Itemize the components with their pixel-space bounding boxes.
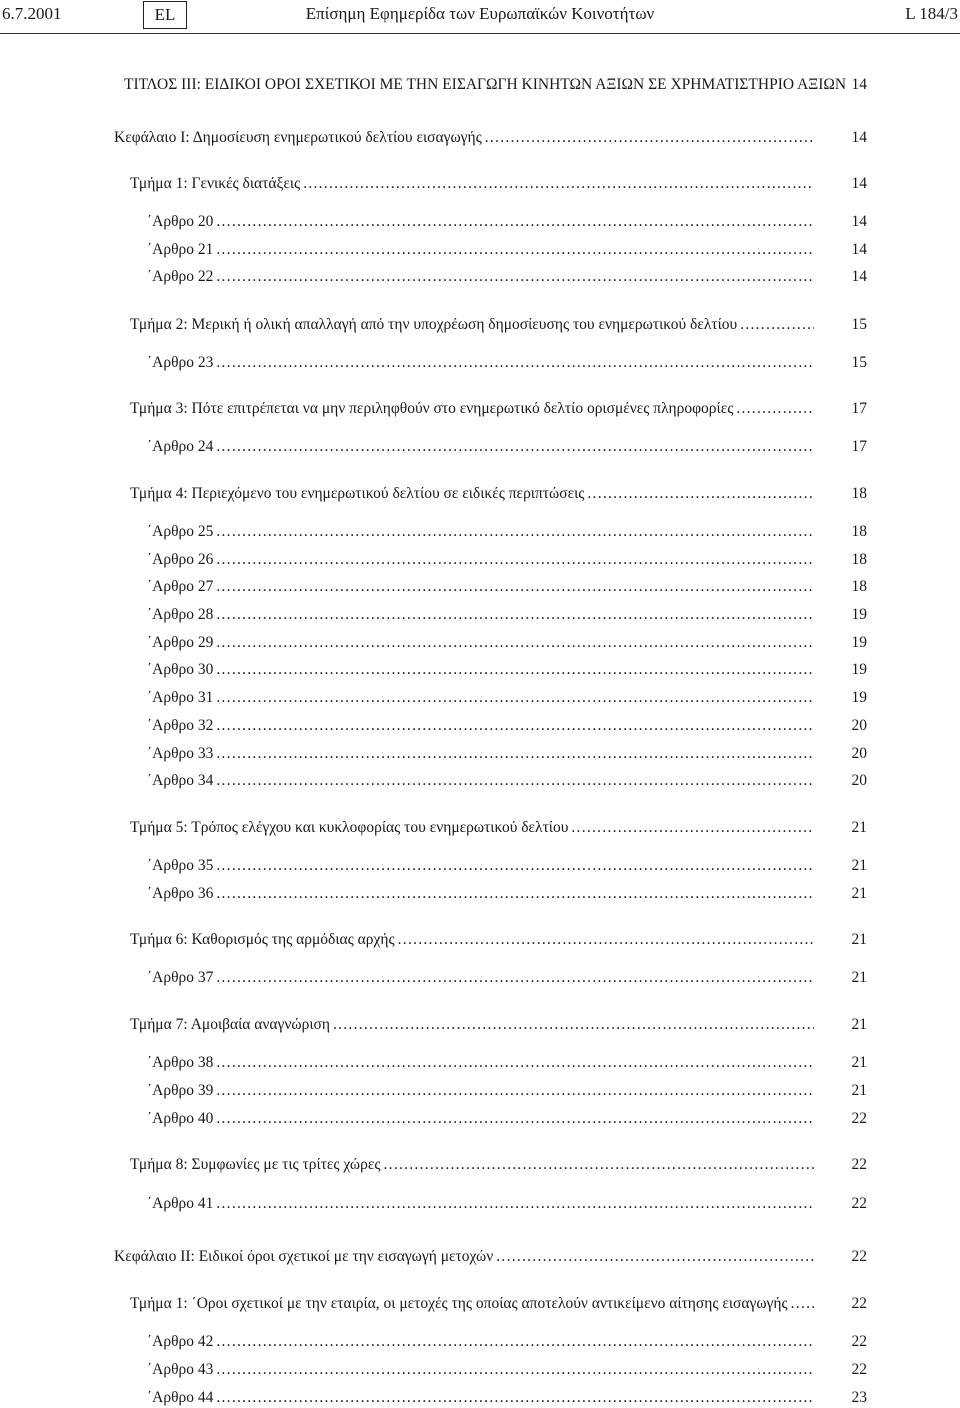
toc-page-number: 18 [851, 523, 867, 540]
toc-page-number: 22 [851, 1156, 867, 1173]
toc-entry-label: ΄Αρθρο 20 [147, 213, 214, 230]
page-reference: L 184/3 [905, 4, 958, 23]
dot-leader [587, 484, 814, 504]
toc-page-number: 22 [851, 1110, 867, 1127]
toc-page-number: 22 [851, 1333, 867, 1350]
dot-leader [216, 267, 814, 287]
toc-entry-article [147, 1192, 814, 1214]
dot-leader [216, 633, 814, 653]
toc-page-number: 22 [851, 1295, 867, 1312]
toc-page-number: 23 [851, 1389, 867, 1406]
toc-entry-article [147, 1107, 814, 1129]
toc-entry-article [147, 1358, 814, 1380]
toc-entry-article [147, 238, 814, 260]
toc-page-number: 19 [851, 606, 867, 623]
toc-entry-label: ΄Αρθρο 22 [147, 268, 214, 285]
dot-leader [740, 315, 814, 335]
toc-page-number: 21 [851, 885, 867, 902]
toc-entry-article [147, 265, 814, 287]
publication-date: 6.7.2001 [2, 4, 62, 23]
toc-page-number: 14 [851, 76, 867, 93]
toc-entry-label: ΄Αρθρο 29 [147, 634, 214, 651]
toc-entry-label: ΄Αρθρο 39 [147, 1082, 214, 1099]
toc-entry-label: Κεφάλαιο ΙΙ: Ειδικοί όροι σχετικοί με την εισαγωγή μετοχών [114, 1248, 494, 1265]
toc-page-number: 14 [851, 213, 867, 230]
toc-entry-title [124, 73, 847, 95]
toc-page-number: 21 [851, 1054, 867, 1071]
toc-entry-label: Κεφάλαιο Ι: Δημοσίευση ενημερωτικού δελτίου εισαγωγής [114, 129, 482, 146]
dot-leader [496, 1247, 814, 1267]
toc-page-number: 22 [851, 1248, 867, 1265]
dot-leader [216, 771, 814, 791]
toc-page-number: 17 [851, 438, 867, 455]
dot-leader [216, 522, 814, 542]
dot-leader [216, 1109, 814, 1129]
toc-page-number: 18 [851, 551, 867, 568]
dot-leader [216, 688, 814, 708]
toc-entry-section [130, 397, 814, 419]
dot-leader [216, 1053, 814, 1073]
toc-entry-label: Τμήμα 3: Πότε επιτρέπεται να μην περιληφθούν στο ενημερωτικό δελτίο ορισμένες πληροφορίες [130, 400, 734, 417]
toc-page-number: 14 [851, 175, 867, 192]
dot-leader [216, 968, 814, 988]
toc-page-number: 20 [851, 717, 867, 734]
dot-leader [216, 1194, 814, 1214]
toc-entry-section [130, 1292, 814, 1314]
toc-entry-article [147, 1386, 814, 1408]
dot-leader [303, 174, 814, 194]
toc-entry-label: ΄Αρθρο 26 [147, 551, 214, 568]
toc-entry-article [147, 351, 814, 373]
dot-leader [216, 212, 814, 232]
dot-leader [216, 605, 814, 625]
toc-entry-section [130, 1153, 814, 1175]
dot-leader [216, 856, 814, 876]
toc-entry-label: Τμήμα 6: Καθορισμός της αρμόδιας αρχής [130, 931, 395, 948]
dot-leader [216, 577, 814, 597]
toc-entry-section [130, 172, 814, 194]
dot-leader [216, 716, 814, 736]
toc-entry-label: ΄Αρθρο 44 [147, 1389, 214, 1406]
toc-entry-label: ΄Αρθρο 30 [147, 661, 214, 678]
toc-entry-article [147, 1079, 814, 1101]
dot-leader [485, 128, 814, 148]
toc-entry-label: ΄Αρθρο 31 [147, 689, 214, 706]
toc-entry-article [147, 210, 814, 232]
toc-entry-article [147, 603, 814, 625]
toc-page-number: 17 [851, 400, 867, 417]
toc-page-number: 15 [851, 354, 867, 371]
toc-entry-section [130, 313, 814, 335]
toc-entry-label: Τμήμα 2: Μερική ή ολική απαλλαγή από την υποχρέωση δημοσίευσης του ενημερωτικού δελτίου [130, 316, 738, 333]
dot-leader [384, 1155, 814, 1175]
toc-page-number: 19 [851, 689, 867, 706]
toc-entry-label: ΄Αρθρο 40 [147, 1110, 214, 1127]
dot-leader [216, 353, 814, 373]
toc-entry-label: ΄Αρθρο 25 [147, 523, 214, 540]
toc-entry-label: Τμήμα 8: Συμφωνίες με τις τρίτες χώρες [130, 1156, 381, 1173]
toc-entry-label: ΄Αρθρο 21 [147, 241, 214, 258]
toc-entry-label: ΄Αρθρο 24 [147, 438, 214, 455]
toc-entry-label: ΄Αρθρο 37 [147, 969, 214, 986]
toc-page-number: 21 [851, 1082, 867, 1099]
toc-entry-article [147, 575, 814, 597]
toc-entry-article [147, 631, 814, 653]
toc-page-number: 22 [851, 1195, 867, 1212]
toc-entry-label: ΄Αρθρο 38 [147, 1054, 214, 1071]
toc-page-number: 19 [851, 634, 867, 651]
toc-entry-article [147, 966, 814, 988]
toc-page-number: 20 [851, 772, 867, 789]
dot-leader [736, 399, 814, 419]
toc-entry-label: ΄Αρθρο 42 [147, 1333, 214, 1350]
toc-entry-article [147, 714, 814, 736]
toc-page-number: 21 [851, 857, 867, 874]
toc-entry-label: ΄Αρθρο 43 [147, 1361, 214, 1378]
toc-page-number: 19 [851, 661, 867, 678]
toc-page-number: 21 [851, 1016, 867, 1033]
toc-entry-label: Τμήμα 7: Αμοιβαία αναγνώριση [130, 1016, 330, 1033]
toc-page-number: 14 [851, 241, 867, 258]
toc-entry-label: ΄Αρθρο 28 [147, 606, 214, 623]
toc-entry-article [147, 686, 814, 708]
toc-page-number: 21 [851, 819, 867, 836]
language-code-box: EL [143, 1, 187, 29]
toc-entry-article [147, 854, 814, 876]
toc-entry-article [147, 548, 814, 570]
toc-entry-article [147, 658, 814, 680]
toc-entry-label: ΄Αρθρο 34 [147, 772, 214, 789]
dot-leader [216, 550, 814, 570]
toc-entry-label: Τμήμα 1: ΄Οροι σχετικοί με την εταιρία, οι μετοχές της οποίας αποτελούν αντικείμενο αίτησης εισαγωγής [130, 1295, 788, 1312]
toc-entry-section [130, 928, 814, 950]
dot-leader [333, 1015, 814, 1035]
toc-page-number: 22 [851, 1361, 867, 1378]
dot-leader [216, 1332, 814, 1352]
toc-entry-article [147, 1330, 814, 1352]
toc-entry-section [130, 816, 814, 838]
toc-entry-article [147, 742, 814, 764]
dot-leader [216, 437, 814, 457]
toc-page-number: 15 [851, 316, 867, 333]
toc-entry-section [130, 482, 814, 504]
dot-leader [216, 884, 814, 904]
toc-entry-article [147, 520, 814, 542]
dot-leader [216, 240, 814, 260]
toc-entry-article [147, 1051, 814, 1073]
dot-leader [216, 1360, 814, 1380]
dot-leader [398, 930, 814, 950]
toc-page-number: 21 [851, 969, 867, 986]
toc-entry-label: ΄Αρθρο 41 [147, 1195, 214, 1212]
toc-entry-chapter [114, 1245, 814, 1267]
toc-entry-label: ΄Αρθρο 32 [147, 717, 214, 734]
toc-entry-label: ΄Αρθρο 35 [147, 857, 214, 874]
toc-entry-section [130, 1013, 814, 1035]
toc-entry-article [147, 435, 814, 457]
dot-leader [571, 818, 814, 838]
dot-leader [216, 1388, 814, 1408]
toc-page-number: 21 [851, 931, 867, 948]
dot-leader [791, 1294, 814, 1314]
toc-page-number: 18 [851, 578, 867, 595]
dot-leader [216, 744, 814, 764]
journal-title: Επίσημη Εφημερίδα των Ευρωπαϊκών Κοινοτήτων [305, 4, 655, 23]
toc-entry-label: Τμήμα 1: Γενικές διατάξεις [130, 175, 301, 192]
toc-entry-label: ΄Αρθρο 33 [147, 745, 214, 762]
toc-page-number: 20 [851, 745, 867, 762]
toc-entry-label: Τμήμα 5: Τρόπος ελέγχου και κυκλοφορίας του ενημερωτικού δελτίου [130, 819, 569, 836]
toc-page-number: 18 [851, 485, 867, 502]
dot-leader [216, 660, 814, 680]
toc-entry-label: ΄Αρθρο 23 [147, 354, 214, 371]
toc-entry-chapter [114, 126, 814, 148]
toc-entry-article [147, 882, 814, 904]
toc-entry-label: Τμήμα 4: Περιεχόμενο του ενημερωτικού δελτίου σε ειδικές περιπτώσεις [130, 485, 585, 502]
toc-entry-label: ΄Αρθρο 36 [147, 885, 214, 902]
toc-entry-label: ΄Αρθρο 27 [147, 578, 214, 595]
toc-entry-article [147, 769, 814, 791]
toc-page-number: 14 [851, 129, 867, 146]
toc-entry-label: ΤΙΤΛΟΣ ΙΙΙ: ΕΙΔΙΚΟΙ ΟΡΟΙ ΣΧΕΤΙΚΟΙ ΜΕ ΤΗΝ ΕΙΣΑΓΩΓΗ ΚΙΝΗΤΩΝ ΑΞΙΩΝ ΣΕ ΧΡΗΜΑΤΙΣΤΗΡΙΟ ΑΞΙΩΝ [124, 76, 847, 93]
toc-page-number: 14 [851, 268, 867, 285]
dot-leader [216, 1081, 814, 1101]
